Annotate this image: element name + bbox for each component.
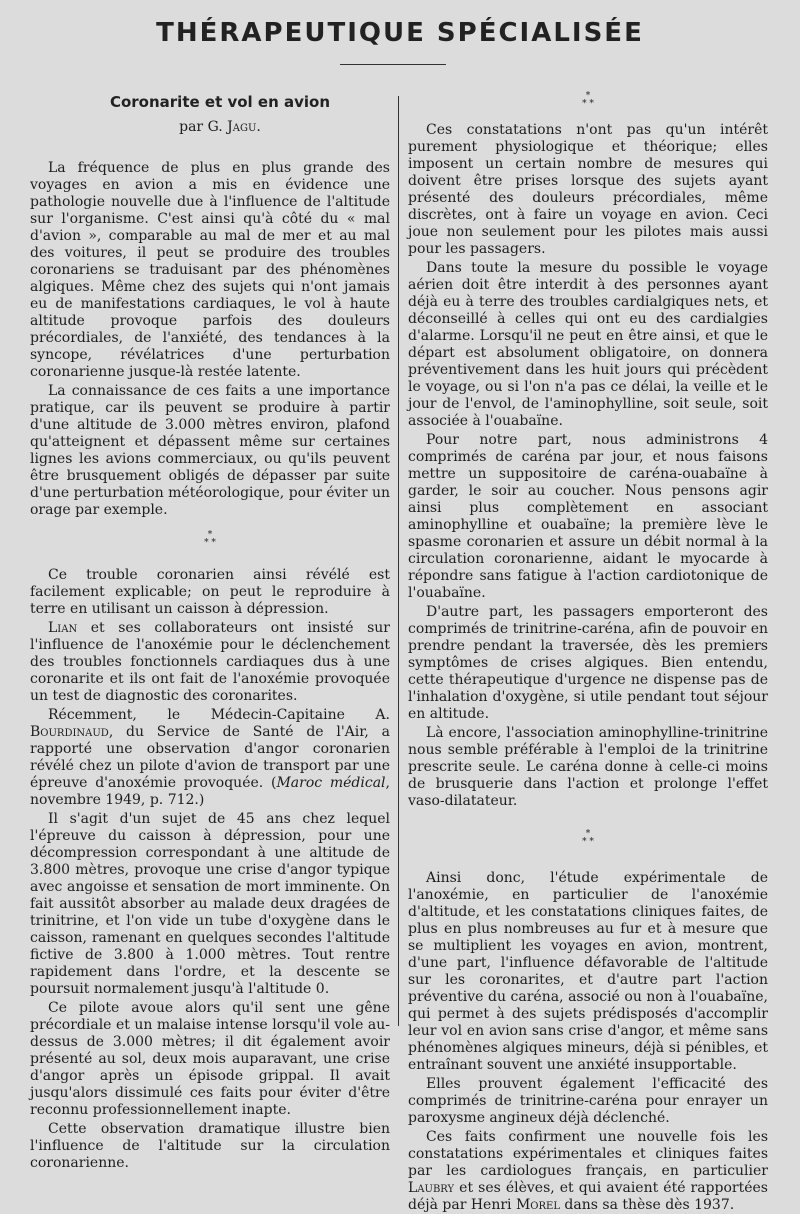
paragraph-text: et ses collaborateurs ont insisté sur l'influence de l'anoxémie pour le déclenchement des troubles fonctionnels cardiaques dus à une coronarite et ils ont fait de l'anoxémie provoquée un test de diagnostic des coronarites. — [30, 620, 390, 704]
page-title: THÉRAPEUTIQUE SPÉCIALISÉE — [156, 18, 644, 48]
title-rule — [340, 64, 446, 65]
section-separator-stars: * * * — [582, 829, 594, 847]
paragraph: La fréquence de plus en plus grande des voyages en avion a mis en évidence une pathologie nouvelle due à l'influence de l'altitude sur l'organisme. C'est ainsi qu'à côté du « mal d'avion », comparable au mal de mer et au mal des voitures, il peut se produire des troubles coronariens se traduisant par des phénomènes algiques. Même chez des sujets qui n'ont jamais eu de manifestations cardiaques, le vol à haute altitude provoque parfois des douleurs précordiales, de l'anxiété, des tendances à la syncope, révélatrices d'une perturbation coronarienne jusque-là restée latente. — [30, 160, 390, 380]
paragraph-text: Ces faits confirment une nouvelle fois les constatations expérimentales et cliniques faites par les cardiologues français, en particulier — [408, 1129, 768, 1179]
paragraph: Ce pilote avoue alors qu'il sent une gêne précordiale et un malaise intense lorsqu'il vole au-dessus de 3.000 mètres; il dit également avoir présenté au sol, deux mois auparavant, une crise d'angor après un épisode grippal. Il avait jusqu'alors dissimulé ces faits pour éviter d'être reconnu professionnellement inapte. — [30, 1000, 390, 1118]
section-separator-stars: * * * — [582, 91, 594, 109]
paragraph: Pour notre part, nous administrons 4 comprimés de caréna par jour, et nous faisons mettre un suppositoire de caréna-ouabaïne à garder, le soir au coucher. Nous pensons agir ainsi plus complètement en associant aminophylline et ouabaïne; la première lève le spasme coronarien et assure un débit normal à la circulation coronarienne, aidant le myocarde à répondre sans fatigue à l'action cardiotonique de l'ouabaïne. — [408, 432, 768, 601]
byline-author: Jagu — [227, 119, 257, 135]
paragraph: Ainsi donc, l'étude expérimentale de l'anoxémie, en particulier de l'anoxémie d'altitude, et les constatations cliniques faites, de plus en plus nombreuses au fur et à mesure que se multiplient les voyages en avion, montrent, d'une part, l'influence défavorable de l'altitude sur les coronarites, et d'autre part l'action préventive du caréna, associé ou non à l'ouabaïne, qui permet à des sujets prédisposés d'accomplir leur vol en avion sans crise d'angor, et même sans phénomènes algiques mineurs, déjà si pénibles, et entraînant souvent une anxiété insupportable. — [408, 870, 768, 1073]
paragraph — [30, 707, 390, 809]
paragraph: Dans toute la mesure du possible le voyage aérien doit être interdit à des personnes ayant déjà eu à terre des troubles cardialgiques nets, et déconseillé à celles qui ont eu des cardialgies d'alarme. Lorsqu'il ne peut en être ainsi, et que le départ est absolument obligatoire, on donnera préventivement dans les huit jours qui précèdent le voyage, ou si l'on n'a pas ce délai, la veille et le jour de l'envol, de l'aminophylline, soit seule, soit associée à l'ouabaïne. — [408, 260, 768, 429]
byline-prefix: par G. — [179, 119, 223, 135]
author-name: Lian — [48, 620, 78, 636]
paragraph: Ce trouble coronarien ainsi révélé est facilement explicable; on peut le reproduire à terre en utilisant un caisson à dépression. — [30, 567, 390, 617]
section-separator-stars: * * * — [204, 530, 216, 548]
paragraph-text: , novembre 1949, p. 712.) — [30, 775, 390, 808]
paragraph: La connaissance de ces faits a une importance pratique, car ils peuvent se produire à partir d'une altitude de 3.000 mètres environ, plafond qu'atteignent et dépassent même sur certaines lignes les avions commerciaux, ou qu'ils peuvent être brusquement obligés de dépasser par suite d'une perturbation météorologique, pour éviter un orage par exemple. — [30, 383, 391, 518]
author-name: Laubry — [408, 1180, 455, 1196]
byline-suffix: . — [256, 119, 261, 135]
byline — [50, 119, 390, 136]
paragraph: Il s'agit d'un sujet de 45 ans chez lequel l'épreuve du caisson à dépression, pour une décompression correspondant à une altitude de 3.800 mètres, provoque une crise d'angor typique avec angoisse et sensation de mort imminente. On fait aussitôt absorber au malade deux dragées de trinitrine, et l'on vide un tube d'oxygène dans le caisson, ramenant en quelques secondes l'altitude fictive de 3.800 à 1.000 mètres. Tout rentre rapidement dans l'ordre, et la descente se poursuit normalement jusqu'à l'altitude 0. — [30, 811, 390, 997]
paragraph: D'autre part, les passagers emporteront des comprimés de trinitrine-caréna, afin de pouvoir en prendre pendant la traversée, dès les premiers symptômes de crises algiques. Bien entendu, cette thérapeutique d'urgence ne dispense pas de l'inhalation d'oxygène, si utile pendant tout séjour en altitude. — [408, 604, 768, 722]
paragraph — [30, 620, 390, 705]
left-column — [30, 92, 390, 1172]
author-name: Morel — [515, 1197, 560, 1213]
author-name: Bourdinaud — [30, 724, 109, 740]
paragraph: Ces constatations n'ont pas qu'un intérêt purement physiologique et théorique; elles imposent un certain nombre de mesures qui doivent être prises lorsque des sujets ayant présenté des douleurs précordiales, même discrètes, ont à faire un voyage en avion. Ceci joue non seulement pour les pilotes mais aussi pour les passagers. — [408, 122, 768, 257]
paragraph-text: Récemment, le Médecin-Capitaine A. — [48, 707, 390, 723]
right-column — [408, 92, 768, 1214]
paragraph: Là encore, l'association aminophylline-trinitrine nous semble préférable à l'emploi de la trinitrine prescrite seule. Le caréna donne à celle-ci moins de brusquerie dans l'action et prolonge l'effet vaso-dilatateur. — [408, 725, 768, 809]
paragraph: Elles prouvent également l'efficacité des comprimés de trinitrine-caréna pour enrayer un paroxysme angineux déjà déclenché. — [408, 1076, 768, 1126]
paragraph-text: et ses élèves, et qui avaient été rapportées déjà par Henri — [408, 1180, 768, 1213]
column-divider — [398, 96, 399, 1026]
article-title: Coronarite et vol en avion — [109, 93, 331, 111]
paragraph-text: dans sa thèse dès 1937. — [559, 1197, 735, 1213]
journal-title: Maroc médical — [276, 775, 386, 791]
paragraph-text: , du Service de Santé de l'Air, a rapporté une observation d'angor coronarien révélé chez un pilote d'avion de transport par une épreuve d'anoxémie provoquée. ( — [30, 724, 390, 791]
paragraph: Cette observation dramatique illustre bien l'influence de l'altitude sur la circulation coronarienne. — [30, 1121, 390, 1171]
paragraph — [408, 1129, 768, 1214]
